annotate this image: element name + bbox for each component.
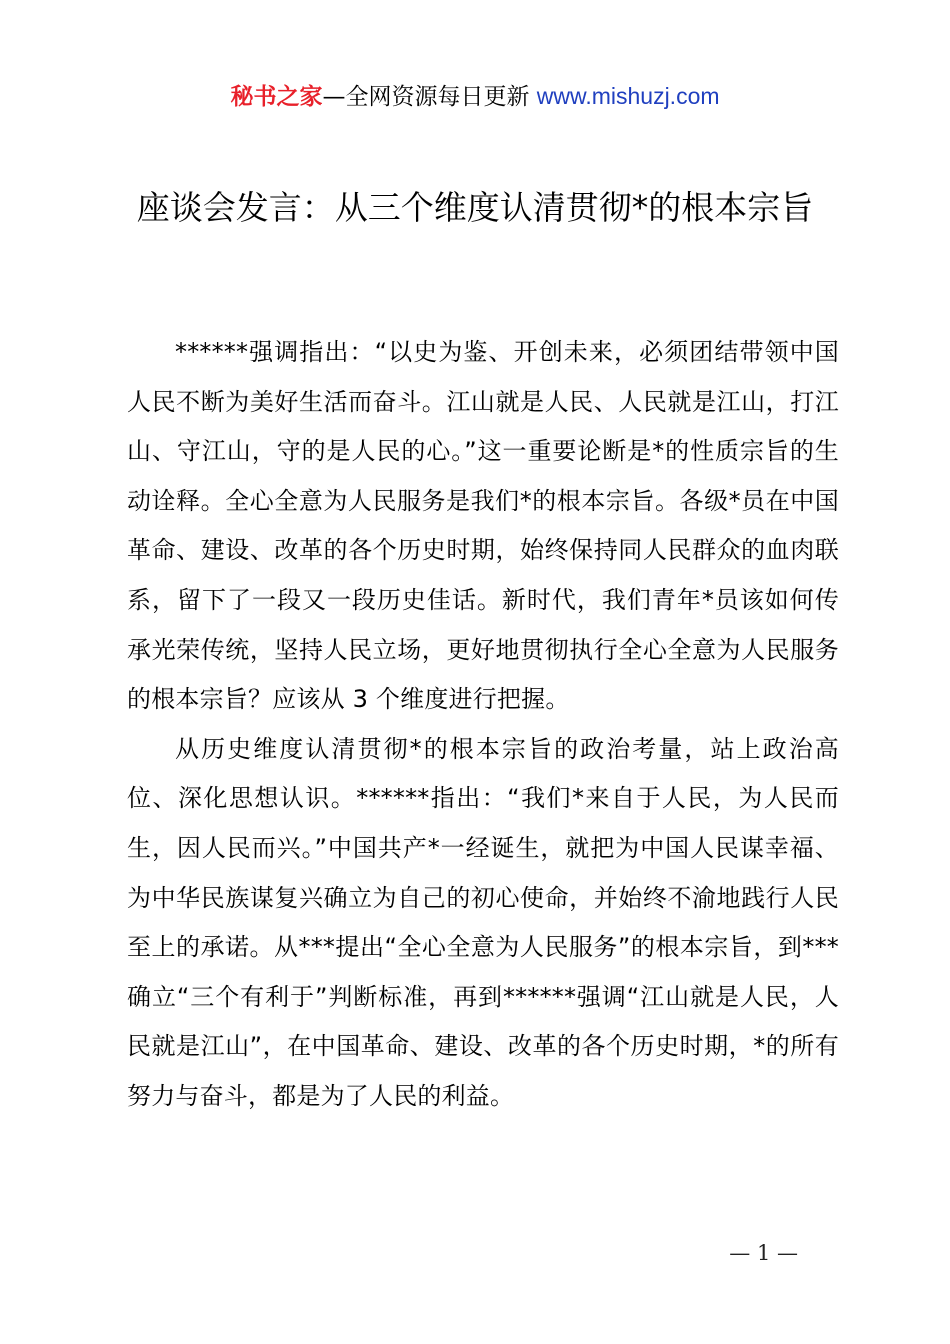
- site-tagline: —全网资源每日更新: [322, 84, 530, 110]
- site-brand: 秘书之家: [230, 84, 323, 110]
- document-body: [127, 328, 839, 1122]
- site-url-link[interactable]: www.mishuzj.com: [536, 83, 720, 109]
- document-title: 座谈会发言：从三个维度认清贯彻*的根本宗旨: [136, 188, 814, 227]
- site-header: [0, 80, 950, 113]
- body-paragraph: ******强调指出：“以史为鉴、开创未来，必须团结带领中国人民不断为美好生活而奋斗。江山就是人民、人民就是江山，打江山、守江山，守的是人民的心。”这一重要论断是*的性质宗旨的生动诠释。全心全意为人民服务是我们*的根本宗旨。各级*员在中国革命、建设、改革的各个历史时期，始终保持同人民群众的血肉联系，留下了一段又一段历史佳话。新时代，我们青年*员该如何传承光荣传统，坚持人民立场，更好地贯彻执行全心全意为人民服务的根本宗旨？应该从 3 个维度进行把握。: [127, 338, 839, 714]
- body-paragraph: 从历史维度认清贯彻*的根本宗旨的政治考量，站上政治高位、深化思想认识。******指出：“我们*来自于人民，为人民而生，因人民而兴。”中国共产*一经诞生，就把为中国人民谋幸福、为中华民族谋复兴确立为自己的初心使命，并始终不渝地践行人民至上的承诺。从***提出“全心全意为人民服务”的根本宗旨，到***确立“三个有利于”判断标准，再到******强调“江山就是人民，人民就是江山”，在中国革命、建设、改革的各个历史时期，*的所有努力与奋斗，都是为了人民的利益。: [127, 734, 839, 1110]
- page-number: — 1 —: [729, 1241, 798, 1265]
